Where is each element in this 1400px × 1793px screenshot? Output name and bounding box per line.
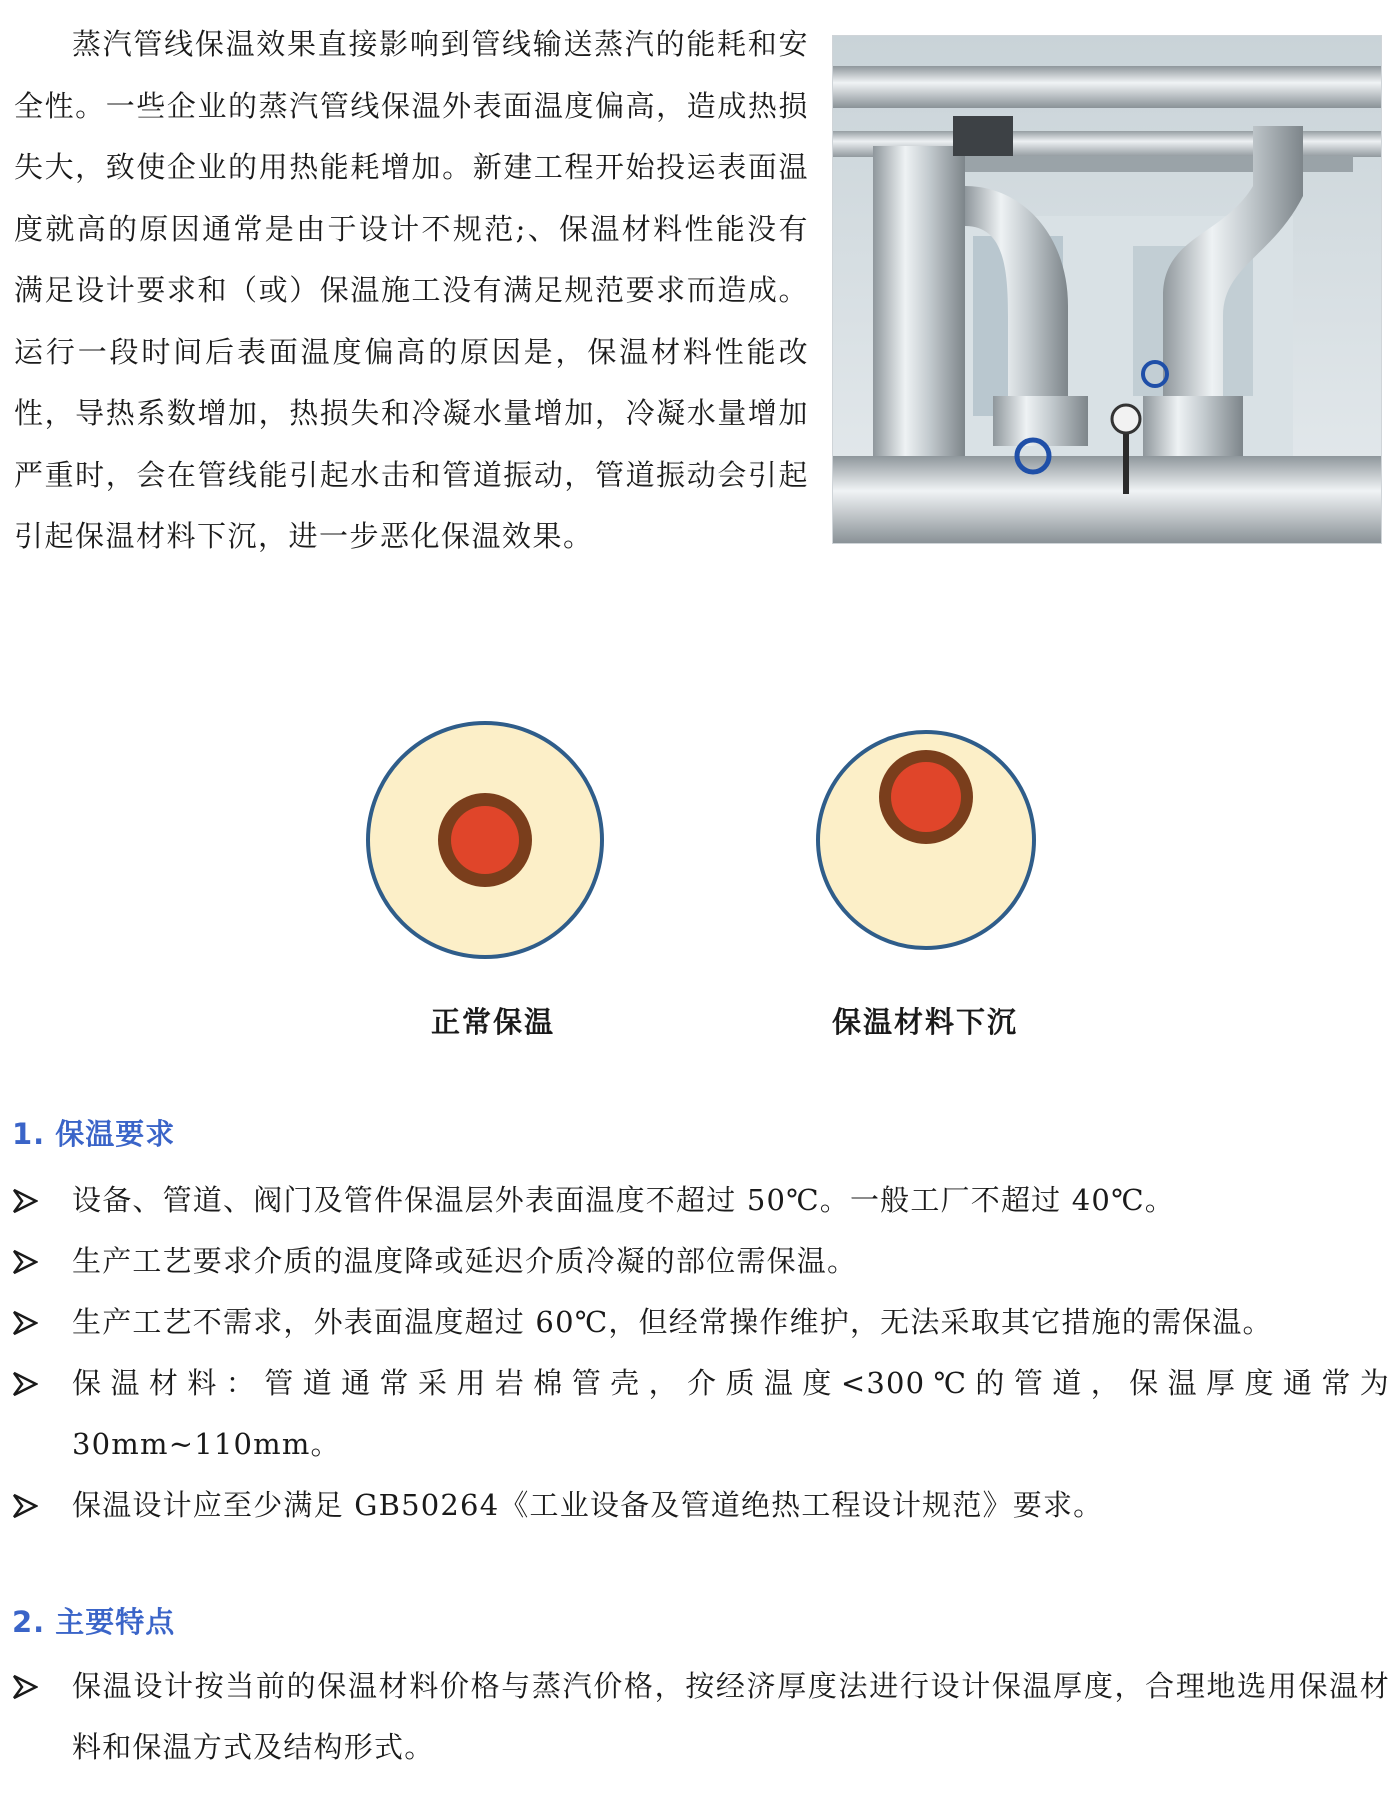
bullet-text: 保温设计应至少满足 GB50264《工业设备及管道绝热工程设计规范》要求。: [72, 1488, 1104, 1522]
bullet-text: 生产工艺不需求，外表面温度超过 60℃，但经常操作维护，无法采取其它措施的需保温。: [72, 1305, 1273, 1339]
list-item: [12, 1170, 1390, 1231]
section-number: 1.: [12, 1117, 46, 1151]
insulation-requirements-list: [12, 1170, 1390, 1536]
bullet-text: 生产工艺要求介质的温度降或延迟介质冷凝的部位需保温。: [72, 1244, 858, 1278]
arrowhead-bullet-icon: [12, 1231, 42, 1292]
caption-sunken-insulation: 保温材料下沉: [832, 1005, 1019, 1039]
arrowhead-bullet-icon: [12, 1292, 42, 1353]
list-item: [12, 1292, 1390, 1353]
bullet-text: 保温材料：管道通常采用岩棉管壳，介质温度<300℃的管道，保温厚度通常为 30mm~110mm。: [72, 1366, 1390, 1461]
intro-paragraph: 蒸汽管线保温效果直接影响到管线输送蒸汽的能耗和安全性。一些企业的蒸汽管线保温外表面温度偏高，造成热损失大，致使企业的用热能耗增加。新建工程开始投运表面温度就高的原因通常是由于设计不规范;、保温材料性能没有满足设计要求和（或）保温施工没有满足规范要求而造成。运行一段时间后表面温度偏高的原因是，保温材料性能改性，导热系数增加，热损失和冷凝水量增加，冷凝水量增加严重时，会在管线能引起水击和管道振动，管道振动会引起引起保温材料下沉，进一步恶化保温效果。: [14, 27, 809, 553]
cross-section-svg: [360, 710, 1060, 970]
section-heading-insulation-requirements: [12, 1112, 175, 1153]
section-heading-main-features: [12, 1600, 175, 1641]
section-number: 2.: [12, 1605, 46, 1639]
arrowhead-bullet-icon: [12, 1475, 42, 1536]
bullet-text: 设备、管道、阀门及管件保温层外表面温度不超过 50℃。一般工厂不超过 40℃。: [72, 1183, 1175, 1217]
insulated-steam-pipes-photo: [832, 35, 1382, 544]
arrowhead-bullet-icon: [12, 1353, 42, 1414]
arrowhead-bullet-icon: [12, 1170, 42, 1231]
insulation-cross-section-diagram: [360, 710, 1060, 974]
arrowhead-bullet-icon: [12, 1656, 42, 1717]
caption-normal-insulation: 正常保温: [431, 1005, 556, 1039]
normal-insulation-cross-section: [368, 723, 602, 957]
list-item: [12, 1231, 1390, 1292]
list-item: [12, 1353, 1390, 1475]
list-item: [12, 1656, 1390, 1778]
bullet-text: 保温设计按当前的保温材料价格与蒸汽价格，按经济厚度法进行设计保温厚度，合理地选用保温材料和保温方式及结构形式。: [72, 1669, 1390, 1764]
sunken-insulation-cross-section: [818, 732, 1034, 948]
section-title: 主要特点: [55, 1605, 176, 1639]
main-features-list: [12, 1656, 1390, 1778]
section-title: 保温要求: [55, 1117, 176, 1151]
list-item: [12, 1475, 1390, 1536]
